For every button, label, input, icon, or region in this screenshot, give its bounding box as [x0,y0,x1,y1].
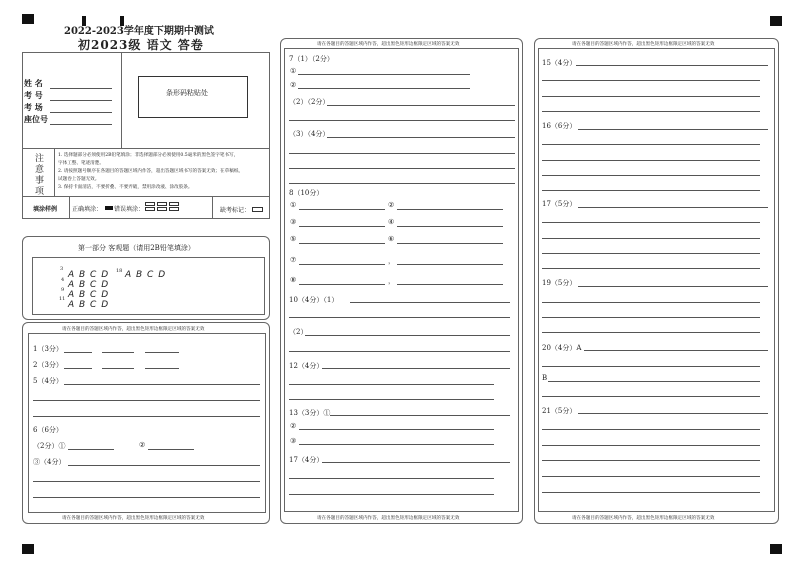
q21-line-2[interactable] [542,429,760,430]
col2-notice-top: 请在各题目的答题区域内作答，超出黑色矩形边框限定区域的答案无效 [317,42,460,47]
notes-label-1: 注 [35,154,45,164]
q8-blank-8[interactable] [397,264,503,265]
q10-1-line-2[interactable] [289,317,510,318]
q1-blank-1[interactable] [64,352,92,353]
q8-item-4: ④ [388,218,395,226]
q8-item-8: ⑧ [290,276,297,284]
field-name-input[interactable] [50,88,112,89]
q8-blank-2[interactable] [397,209,503,210]
q20-b-line-2[interactable] [542,396,760,397]
q8-blank-1[interactable] [299,209,385,210]
notes-divider-vertical [54,148,55,196]
q15-line-3[interactable] [542,96,760,97]
q17-col3-line-2[interactable] [542,222,760,223]
q20-label: 20（4分）A [542,344,582,352]
q7-2-line-1[interactable] [327,105,515,106]
q2-label: 2（3分） [33,361,63,369]
q6a-label: （2分）① [33,442,66,450]
q20-a-line-2[interactable] [542,366,760,367]
q7-2-line-2[interactable] [289,120,515,121]
q10-1-line-1[interactable] [350,302,510,303]
q7-c1-line[interactable] [298,74,470,75]
notes-label-3: 事 [35,176,45,186]
q8-item-7: ⑦ [290,256,297,264]
exam-subtitle: 初2023级 语文 答卷 [78,38,204,52]
q12-line-1[interactable] [322,368,510,369]
q21-line-1[interactable] [578,413,768,414]
q16-line-2[interactable] [542,144,760,145]
q9-options[interactable]: A B C D [68,290,110,300]
q19-line-3[interactable] [542,317,760,318]
q3-options[interactable]: A B C D [68,270,110,280]
q19-line-1[interactable] [578,286,768,287]
q8-item-6: ⑥ [388,235,395,243]
q2-blank-2[interactable] [102,368,134,369]
q9-number: 9 [61,287,65,293]
q3-number: 3 [60,266,64,272]
field-seat-label: 座位号 [24,114,48,124]
q1-blank-2[interactable] [102,352,134,353]
q7-c1-label: ① [290,67,297,75]
q8-comma-1: ， [388,257,395,265]
barcode-label: 条形码粘贴处 [166,89,208,97]
q16-label: 16（6分） [542,122,577,130]
q8-blank-4[interactable] [397,226,503,227]
q8-blank-6[interactable] [397,243,503,244]
fill-correct-mark [105,206,113,210]
q13-2-line[interactable] [299,429,494,430]
q17-col2-line-3[interactable] [289,494,494,495]
q11-number: 11 [59,296,66,302]
q8-item-5: ⑤ [290,235,297,243]
q17-col2-line-2[interactable] [289,478,494,479]
field-exam-room-label: 考 场 [24,102,43,112]
q21-label: 21（5分） [542,407,577,415]
q18-options[interactable]: A B C D [125,270,167,280]
q8-blank-7[interactable] [299,264,385,265]
q7-label: 7（1）（2分） [289,55,334,63]
fill-example-label: 填涂样例 [33,206,58,213]
exam-title: 2022-2023学年度下期期中测试 [64,26,214,37]
q19-label: 19（5分） [542,279,577,287]
info-divider-vertical [121,52,122,148]
q2-blank-1[interactable] [64,368,92,369]
q17-col3-label: 17（5分） [542,200,577,208]
q8-label: 8（10分） [289,189,324,197]
q5-label: 5（4分） [33,377,63,385]
col3-notice-bottom: 请在各题目的答题区域内作答，超出黑色矩形边框限定区域的答案无效 [572,516,715,521]
q13-3-label: ③ [290,437,297,445]
q7-c2-line[interactable] [298,88,470,89]
q2-blank-3[interactable] [145,368,179,369]
col1-notice-top: 请在各题目的答题区域内作答，超出黑色矩形边框限定区域的答案无效 [62,327,205,332]
q8-blank-5[interactable] [299,243,385,244]
q21-line-6[interactable] [542,492,760,493]
alignment-mark-bottom-left [22,544,34,554]
q6c-line-2[interactable] [33,481,260,482]
q20-a-line[interactable] [584,350,768,351]
q8-item-2: ② [388,201,395,209]
q6c-line-1[interactable] [68,465,260,466]
q21-line-3[interactable] [542,445,760,446]
q12-line-2[interactable] [289,384,494,385]
notes-line-4: 试题卷上答题无效。 [58,177,100,182]
q8-blank-3[interactable] [299,226,385,227]
notes-line-2: 字体工整、笔迹清楚。 [58,161,104,166]
q6b-blank[interactable] [148,449,194,450]
q10-2-label: （2） [289,328,308,336]
field-seat-input[interactable] [50,124,112,125]
col1-notice-bottom: 请在各题目的答题区域内作答，超出黑色矩形边框限定区域的答案无效 [62,516,205,521]
fill-wrong-label: 错误填涂： [114,206,145,213]
q20-b-label: B [542,374,548,382]
info-divider-horizontal [22,148,270,149]
notes-label-2: 意 [35,165,45,175]
q16-line-4[interactable] [542,175,760,176]
q6a-blank[interactable] [68,449,114,450]
q6b-label: ② [139,441,146,449]
q19-line-2[interactable] [542,302,760,303]
field-name-label: 姓 名 [24,78,43,88]
q15-line-2[interactable] [542,80,760,81]
field-exam-number-input[interactable] [50,100,112,101]
q15-line-1[interactable] [576,65,768,66]
col1-answer-box [28,333,266,513]
absent-mark-label: 缺考标记： [220,207,251,214]
q6c-line-3[interactable] [33,497,260,498]
q21-line-4[interactable] [542,460,760,461]
q15-label: 15（4分） [542,59,577,67]
q7-3-line-2[interactable] [289,153,515,154]
q13-3-line[interactable] [299,444,494,445]
fill-absent-divider [212,196,213,219]
fill-correct-label: 正确填涂： [72,206,103,213]
q11-options[interactable]: A B C D [68,300,110,310]
q4-number: 4 [61,277,65,283]
field-exam-number-label: 考 号 [24,90,43,100]
q10-2-line-1[interactable] [305,335,510,336]
q6c-label: ③（4分） [33,458,66,466]
field-exam-room-input[interactable] [50,112,112,113]
fill-example-divider [69,196,70,219]
q13-2-label: ② [290,422,297,430]
q17-col3-line-1[interactable] [578,207,768,208]
q15-line-4[interactable] [542,111,760,112]
alignment-mark-top-right [770,16,782,26]
col2-answer-box [284,48,519,512]
q5-line-2[interactable] [33,400,260,401]
q21-line-5[interactable] [542,476,760,477]
q10-2-line-2[interactable] [289,351,510,352]
q18-number: 18 [116,268,123,274]
q17-col2-line-1[interactable] [322,462,510,463]
q7-2-label: （2）（2分） [289,98,330,106]
q7-c2-label: ② [290,81,297,89]
q1-label: 1（3分） [33,345,63,353]
notes-line-5: 3. 保持卡面清洁，不要折叠、不要弄破，禁用涂改液、涂改胶条。 [58,185,193,190]
q13-label: 13（3分）① [289,409,331,417]
q8-blank-9[interactable] [299,284,385,285]
notes-line-3: 2. 请按照题号顺序在各题目的答题区域内作答，超出答题区域书写的答案无效；在草稿纸、 [58,169,244,174]
fill-divider-horizontal [22,196,270,197]
notes-label-4: 项 [35,187,45,197]
q19-line-4[interactable] [542,332,760,333]
q7-3-line-1[interactable] [327,137,515,138]
q6-label: 6（6分） [33,426,63,434]
q7-3-line-3[interactable] [289,168,515,169]
alignment-mark-top-left [22,14,34,24]
q8-item-3: ③ [290,218,297,226]
q12-label: 12（4分） [289,362,324,370]
q8-item-1: ① [290,201,297,209]
q16-line-1[interactable] [578,129,768,130]
col3-notice-top: 请在各题目的答题区域内作答，超出黑色矩形边框限定区域的答案无效 [572,42,715,47]
q17-col3-line-3[interactable] [542,238,760,239]
q5-line-3[interactable] [33,416,260,417]
q12-line-3[interactable] [289,399,494,400]
q5-line-1[interactable] [64,384,260,385]
absent-mark-box[interactable] [252,207,263,212]
q1-blank-3[interactable] [145,352,179,353]
q16-line-3[interactable] [542,160,760,161]
fill-wrong-marks [145,202,181,212]
q17-col3-line-4[interactable] [542,253,760,254]
q7-3-label: （3）（4分） [289,130,330,138]
q4-options[interactable]: A B C D [68,280,110,290]
q8-comma-2: ， [388,277,395,285]
q8-blank-10[interactable] [397,284,503,285]
col2-notice-bottom: 请在各题目的答题区域内作答，超出黑色矩形边框限定区域的答案无效 [317,516,460,521]
q20-b-line[interactable] [548,381,760,382]
q7-3-line-4[interactable] [289,183,515,184]
part1-answer-box [32,257,265,315]
part1-title: 第一部分 客观题（请用2B铅笔填涂） [78,244,195,252]
q16-line-5[interactable] [542,190,760,191]
q10-label: 10（4分）（1） [289,296,339,304]
q17-col2-label: 17（4分） [289,456,324,464]
notes-line-1: 1. 选择题部分必须使用2B铅笔填涂；非选择题部分必须使用0.5毫米的黑色签字笔书写， [58,153,239,158]
alignment-mark-bottom-right [770,544,782,554]
q17-col3-line-5[interactable] [542,268,760,269]
q13-1-line[interactable] [330,415,510,416]
